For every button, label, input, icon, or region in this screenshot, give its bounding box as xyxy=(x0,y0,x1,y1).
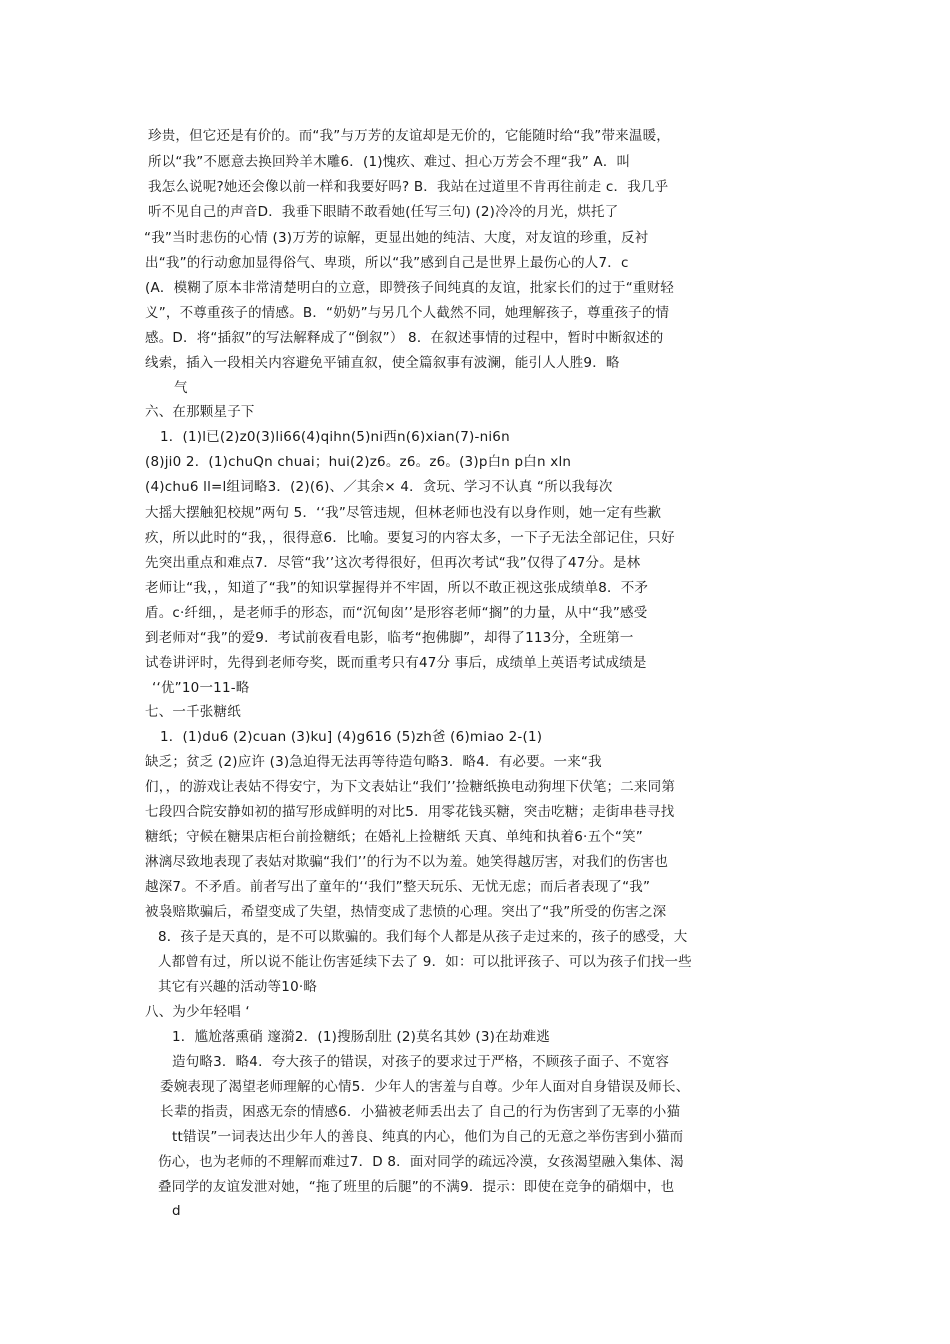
text-line: 出“我”的行动愈加显得俗气、卑琐，所以“我”感到自己是世界上最伤心的人7．c xyxy=(145,255,629,271)
text-line: 盾。c·纤细，，是老师手的形态，而“沉甸囱’’是形容老师“搁”的力量，从中“我”感受 xyxy=(145,605,648,621)
text-line: 先突出重点和难点7．尽管“我’’这次考得很好，但再次考试“我”仅得了47分。是林 xyxy=(145,555,641,571)
text-line: 珍贵，但它还是有价的。而“我”与万芳的友谊却是无价的，它能随时给“我”带来温暖， xyxy=(148,128,670,144)
text-line: tt错误”一词表达出少年人的善良、纯真的内心，他们为自己的无意之举伤害到小猫而 xyxy=(172,1129,684,1145)
text-line: (A．模糊了原本非常清楚明白的立意，即赞孩子间纯真的友谊，批家长们的过于“重财轻 xyxy=(145,280,674,296)
text-line: 大摇大摆触犯校规”两句 5．‘‘我”尽管违规，但林老师也没有以身作则，她一定有些歉 xyxy=(145,505,662,521)
text-line: 疚，所以此时的“我，，很得意6．比喻。要复习的内容太多，一下子无法全部记住，只好 xyxy=(145,530,675,546)
section-heading: 七、一千张糖纸 xyxy=(145,704,241,720)
text-line: 感。D．将“插叙”的写法解释成了“倒叙”） 8．在叙述事情的过程中，暂时中断叙述的 xyxy=(145,330,664,346)
text-line: 淋漓尽致地表现了表姑对欺骗“我们’’的行为不以为羞。她笑得越厉害，对我们的伤害也 xyxy=(145,854,669,870)
text-line: 缺乏；贫乏 (2)应许 (3)急迫得无法再等待造句略3．略4．有必要。一来“我 xyxy=(145,754,602,770)
text-line: d xyxy=(172,1203,181,1219)
section-heading: 六、在那颗星子下 xyxy=(145,404,255,420)
text-line: 叠同学的友谊发泄对她，“拖了班里的后腿”的不满9．提示：即使在竞争的硝烟中，也 xyxy=(158,1179,675,1195)
text-line: 所以“我”不愿意去换回羚羊木雕6．(1)愧疚、难过、担心万芳会不理“我” A．叫 xyxy=(148,154,631,170)
text-line: 到老师对“我”的爱9．考试前夜看电影，临考“抱佛脚”，却得了113分，全班第一 xyxy=(145,630,634,646)
text-line: 义”，不尊重孩子的情感。B．“奶奶”与另几个人截然不同，她理解孩子，尊重孩子的情 xyxy=(145,305,670,321)
text-line: 糖纸；守候在糖果店柜台前捡糖纸；在婚礼上捡糖纸 天真、单纯和执着6·五个“笑” xyxy=(145,829,643,845)
text-line: 造句略3．略4．夸大孩子的错误，对孩子的要求过于严格，不顾孩子面子、不宽容 xyxy=(172,1054,670,1070)
text-line: 试卷讲评时，先得到老师夸奖，既而重考只有47分 事后，成绩单上英语考试成绩是 xyxy=(145,655,647,671)
text-line: 听不见自己的声音D．我垂下眼睛不敢看她(任写三句) (2)冷冷的月光，烘托了 xyxy=(148,204,619,220)
text-line: “我”当时悲伤的心情 (3)万芳的谅解，更显出她的纯洁、大度，对友谊的珍重，反衬 xyxy=(144,230,649,246)
text-line: (8)ji0 2．(1)chuQn chuai；hui(2)z6。z6。z6。(3)p白n p白n xln xyxy=(145,454,572,470)
text-line: 其它有兴趣的活动等10·略 xyxy=(158,979,318,995)
text-line: 人都曾有过，所以说不能让伤害延续下去了 9．如：可以批评孩子、可以为孩子们找一些 xyxy=(158,954,692,970)
text-line: 8．孩子是天真的，是不可以欺骗的。我们每个人都是从孩子走过来的，孩子的感受，大 xyxy=(158,929,688,945)
text-line: 气 xyxy=(174,380,188,396)
text-line: 伤心，也为老师的不理解而难过7．D 8．面对同学的疏远冷漠，女孩渴望融入集体、渴 xyxy=(158,1154,684,1170)
text-line: ‘‘优”10一11-略 xyxy=(152,680,250,696)
text-line: 长辈的指责，困惑无奈的情感6．小猫被老师丢出去了 自己的行为伤害到了无辜的小猫 xyxy=(160,1104,681,1120)
section-heading: 八、为少年轻唱 ‘ xyxy=(145,1004,250,1020)
text-line: 七段四合院安静如初的描写形成鲜明的对比5．用零花钱买糖，突击吃糖；走街串巷寻找 xyxy=(145,804,675,820)
text-line: 我怎么说呢?她还会像以前一样和我要好吗? B．我站在过道里不肯再往前走 c．我几乎 xyxy=(148,179,669,195)
text-line: 被袅赔欺骗后，希望变成了失望，热情变成了悲愤的心理。突出了“我”所受的伤害之深 xyxy=(145,904,667,920)
text-line: 委婉表现了渴望老师理解的心情5．少年人的害羞与自尊。少年人面对自身错误及师长、 xyxy=(160,1079,690,1095)
text-line: 1．(1)l已(2)z0(3)li66(4)qihn(5)ni西n(6)xian(7)-ni6n xyxy=(160,429,510,445)
text-line: 老师让“我，，知道了“我”的知识掌握得并不牢固，所以不敢正视这张成绩单8．不矛 xyxy=(145,580,649,596)
text-line: 们，，的游戏让表姑不得安宁，为下文表姑让“我们’’捡糖纸换电动狗埋下伏笔；二来同第 xyxy=(145,779,676,795)
text-line: 线索，插入一段相关内容避免平铺直叙，使全篇叙事有波澜，能引人人胜9．略 xyxy=(145,355,620,371)
text-line: 越深7。不矛盾。前者写出了童年的‘‘我们”整天玩乐、无忧无虑；而后者表现了“我” xyxy=(145,879,651,895)
text-line: (4)chu6 ll=l组词略3．(2)(6)、／其余× 4．贪玩、学习不认真 “所以我每次 xyxy=(145,479,613,495)
text-line: 1．(1)du6 (2)cuan (3)ku] (4)g616 (5)zh爸 (6)miao 2-(1) xyxy=(160,729,543,745)
text-line: 1．尴尬落熏硝 邃漪2．(1)搜肠刮肚 (2)莫名其妙 (3)在劫难逃 xyxy=(172,1029,550,1045)
